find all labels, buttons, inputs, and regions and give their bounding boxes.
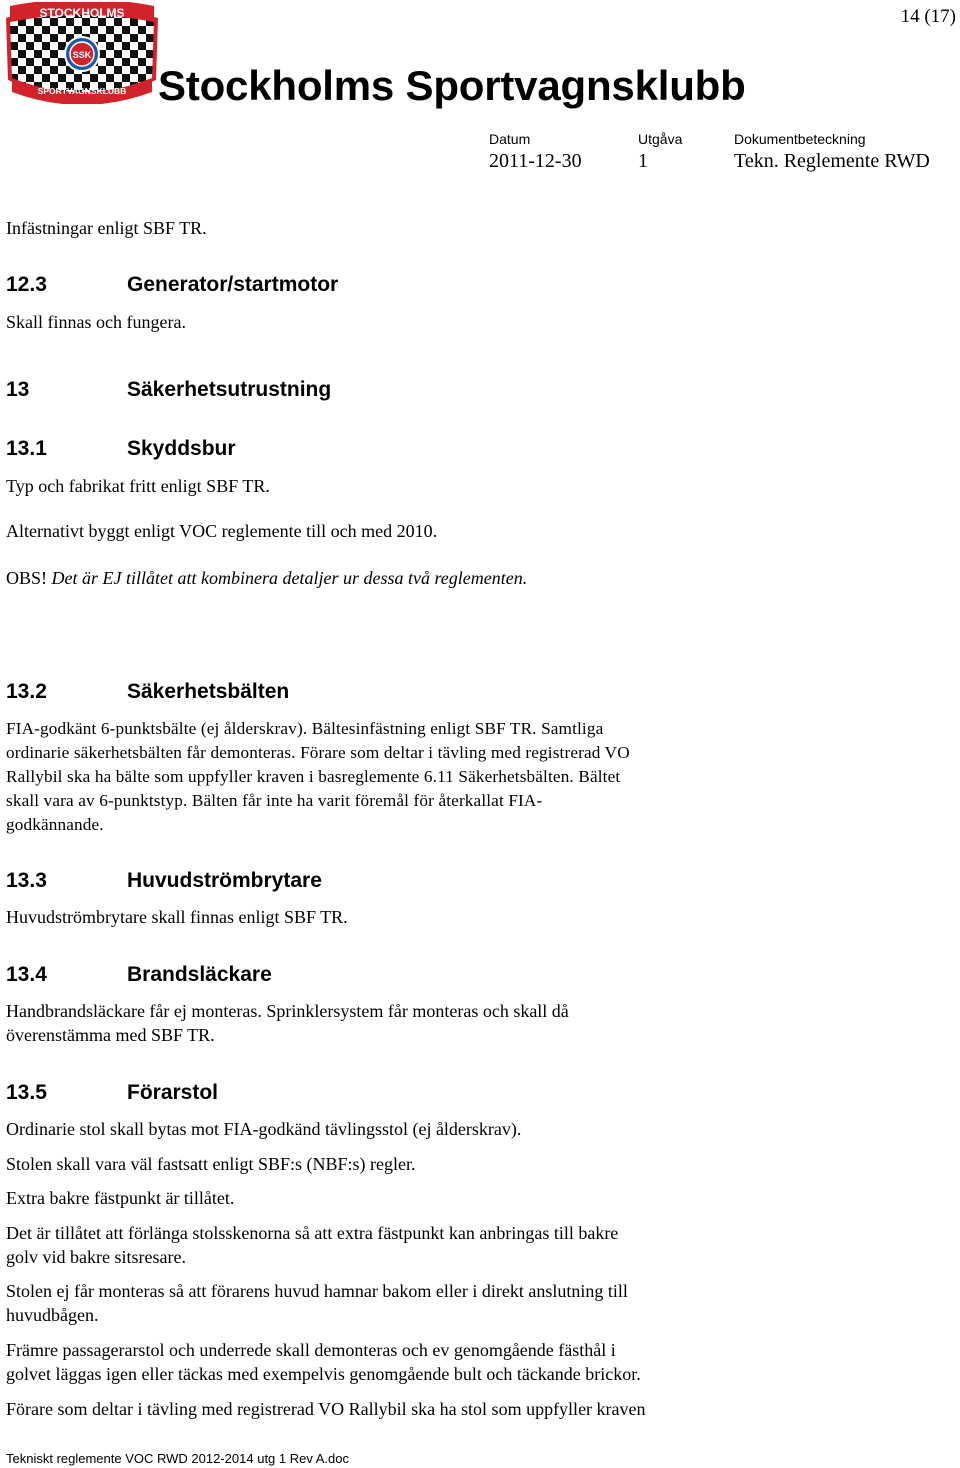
section-title: Säkerhetsbälten (127, 680, 290, 703)
intro-paragraph: Infästningar enligt SBF TR. (6, 218, 207, 238)
paragraph-line: Det är tillåtet att förlänga stolsskenorna så att extra fästpunkt kan anbringas till bakre (6, 1223, 619, 1243)
edition-label: Utgåva (638, 131, 683, 147)
section-number: 13.2 (6, 680, 47, 703)
section-number: 12.3 (6, 273, 47, 296)
svg-text:STOCKHOLMS: STOCKHOLMS (39, 6, 125, 20)
page-number: 14 (17) (900, 6, 956, 27)
paragraph-line: ordinarie säkerhetsbälten får demonteras. Förare som deltar i tävling med registrerad VO (6, 743, 630, 762)
section-text: Huvudströmbrytare skall finnas enligt SBF TR. (6, 907, 348, 927)
section-number: 13.1 (6, 437, 47, 460)
date-label: Datum (489, 131, 531, 147)
paragraph-line: FIA-godkänt 6-punktsbälte (ej ålderskrav). Bältesinfästning enligt SBF TR. Samtliga (6, 719, 604, 738)
section-title: Förarstol (127, 1081, 219, 1104)
section-title: Huvudströmbrytare (127, 869, 322, 892)
section-title: Skyddsbur (127, 437, 236, 460)
section-text: Typ och fabrikat fritt enligt SBF TR. (6, 476, 270, 496)
section-title: Säkerhetsutrustning (127, 378, 332, 401)
section-number: 13.5 (6, 1081, 47, 1104)
edition-value: 1 (638, 150, 648, 172)
paragraph-line: Förare som deltar i tävling med registrerad VO Rallybil ska ha stol som uppfyller kraven (6, 1399, 646, 1419)
paragraph-line: skall vara av 6-punktstyp. Bälten får inte ha varit föremål för återkallat FIA- (6, 791, 543, 810)
paragraph-line: Främre passagerarstol och underrede skall demonteras och ev genomgående fästhål i (6, 1340, 616, 1360)
paragraph-line: överenstämma med SBF TR. (6, 1025, 215, 1045)
footer-filename: Tekniskt reglemente VOC RWD 2012-2014 utg 1 Rev A.doc (6, 1451, 349, 1466)
paragraph-line: Extra bakre fästpunkt är tillåtet. (6, 1188, 235, 1208)
obs-note (6, 566, 527, 590)
section-title: Generator/startmotor (127, 273, 339, 296)
svg-text:SPORTVAGNSKLUBB: SPORTVAGNSKLUBB (37, 86, 127, 96)
paragraph-line: Ordinarie stol skall bytas mot FIA-godkänd tävlingsstol (ej ålderskrav). (6, 1119, 522, 1139)
document-id-value: Tekn. Reglemente RWD (734, 150, 930, 172)
section-number: 13 (6, 378, 30, 401)
obs-text: Det är EJ tillåtet att kombinera detaljer ur dessa två reglementen. (47, 568, 528, 588)
paragraph-line: Handbrandsläckare får ej monteras. Sprinklersystem får monteras och skall då (6, 1001, 569, 1021)
paragraph-line: huvudbågen. (6, 1305, 99, 1325)
paragraph-line: golv vid bakre sitsresare. (6, 1247, 186, 1267)
paragraph-line: Rallybil ska ha bälte som uppfyller kraven i basreglemente 6.11 Säkerhetsbälten. Bältet (6, 767, 621, 786)
paragraph-line: godkännande. (6, 815, 104, 834)
paragraph-line: Stolen skall vara väl fastsatt enligt SBF:s (NBF:s) regler. (6, 1154, 416, 1174)
obs-label: OBS! (6, 568, 48, 588)
club-logo (2, 2, 162, 104)
section-title: Brandsläckare (127, 963, 272, 986)
section-text: Alternativt byggt enligt VOC reglemente till och med 2010. (6, 521, 438, 541)
section-number: 13.3 (6, 869, 47, 892)
organization-name: Stockholms Sportvagnsklubb (158, 62, 746, 109)
paragraph-line: golvet läggas igen eller täckas med exempelvis genomgående bult och täckande brickor. (6, 1364, 641, 1384)
paragraph-line: Stolen ej får monteras så att förarens huvud hamnar bakom eller i direkt anslutning till (6, 1281, 628, 1301)
section-number: 13.4 (6, 963, 47, 986)
section-text: Skall finnas och fungera. (6, 312, 186, 332)
date-value: 2011-12-30 (489, 150, 582, 172)
document-id-label: Dokumentbeteckning (734, 131, 866, 147)
svg-text:SSK: SSK (72, 50, 92, 60)
